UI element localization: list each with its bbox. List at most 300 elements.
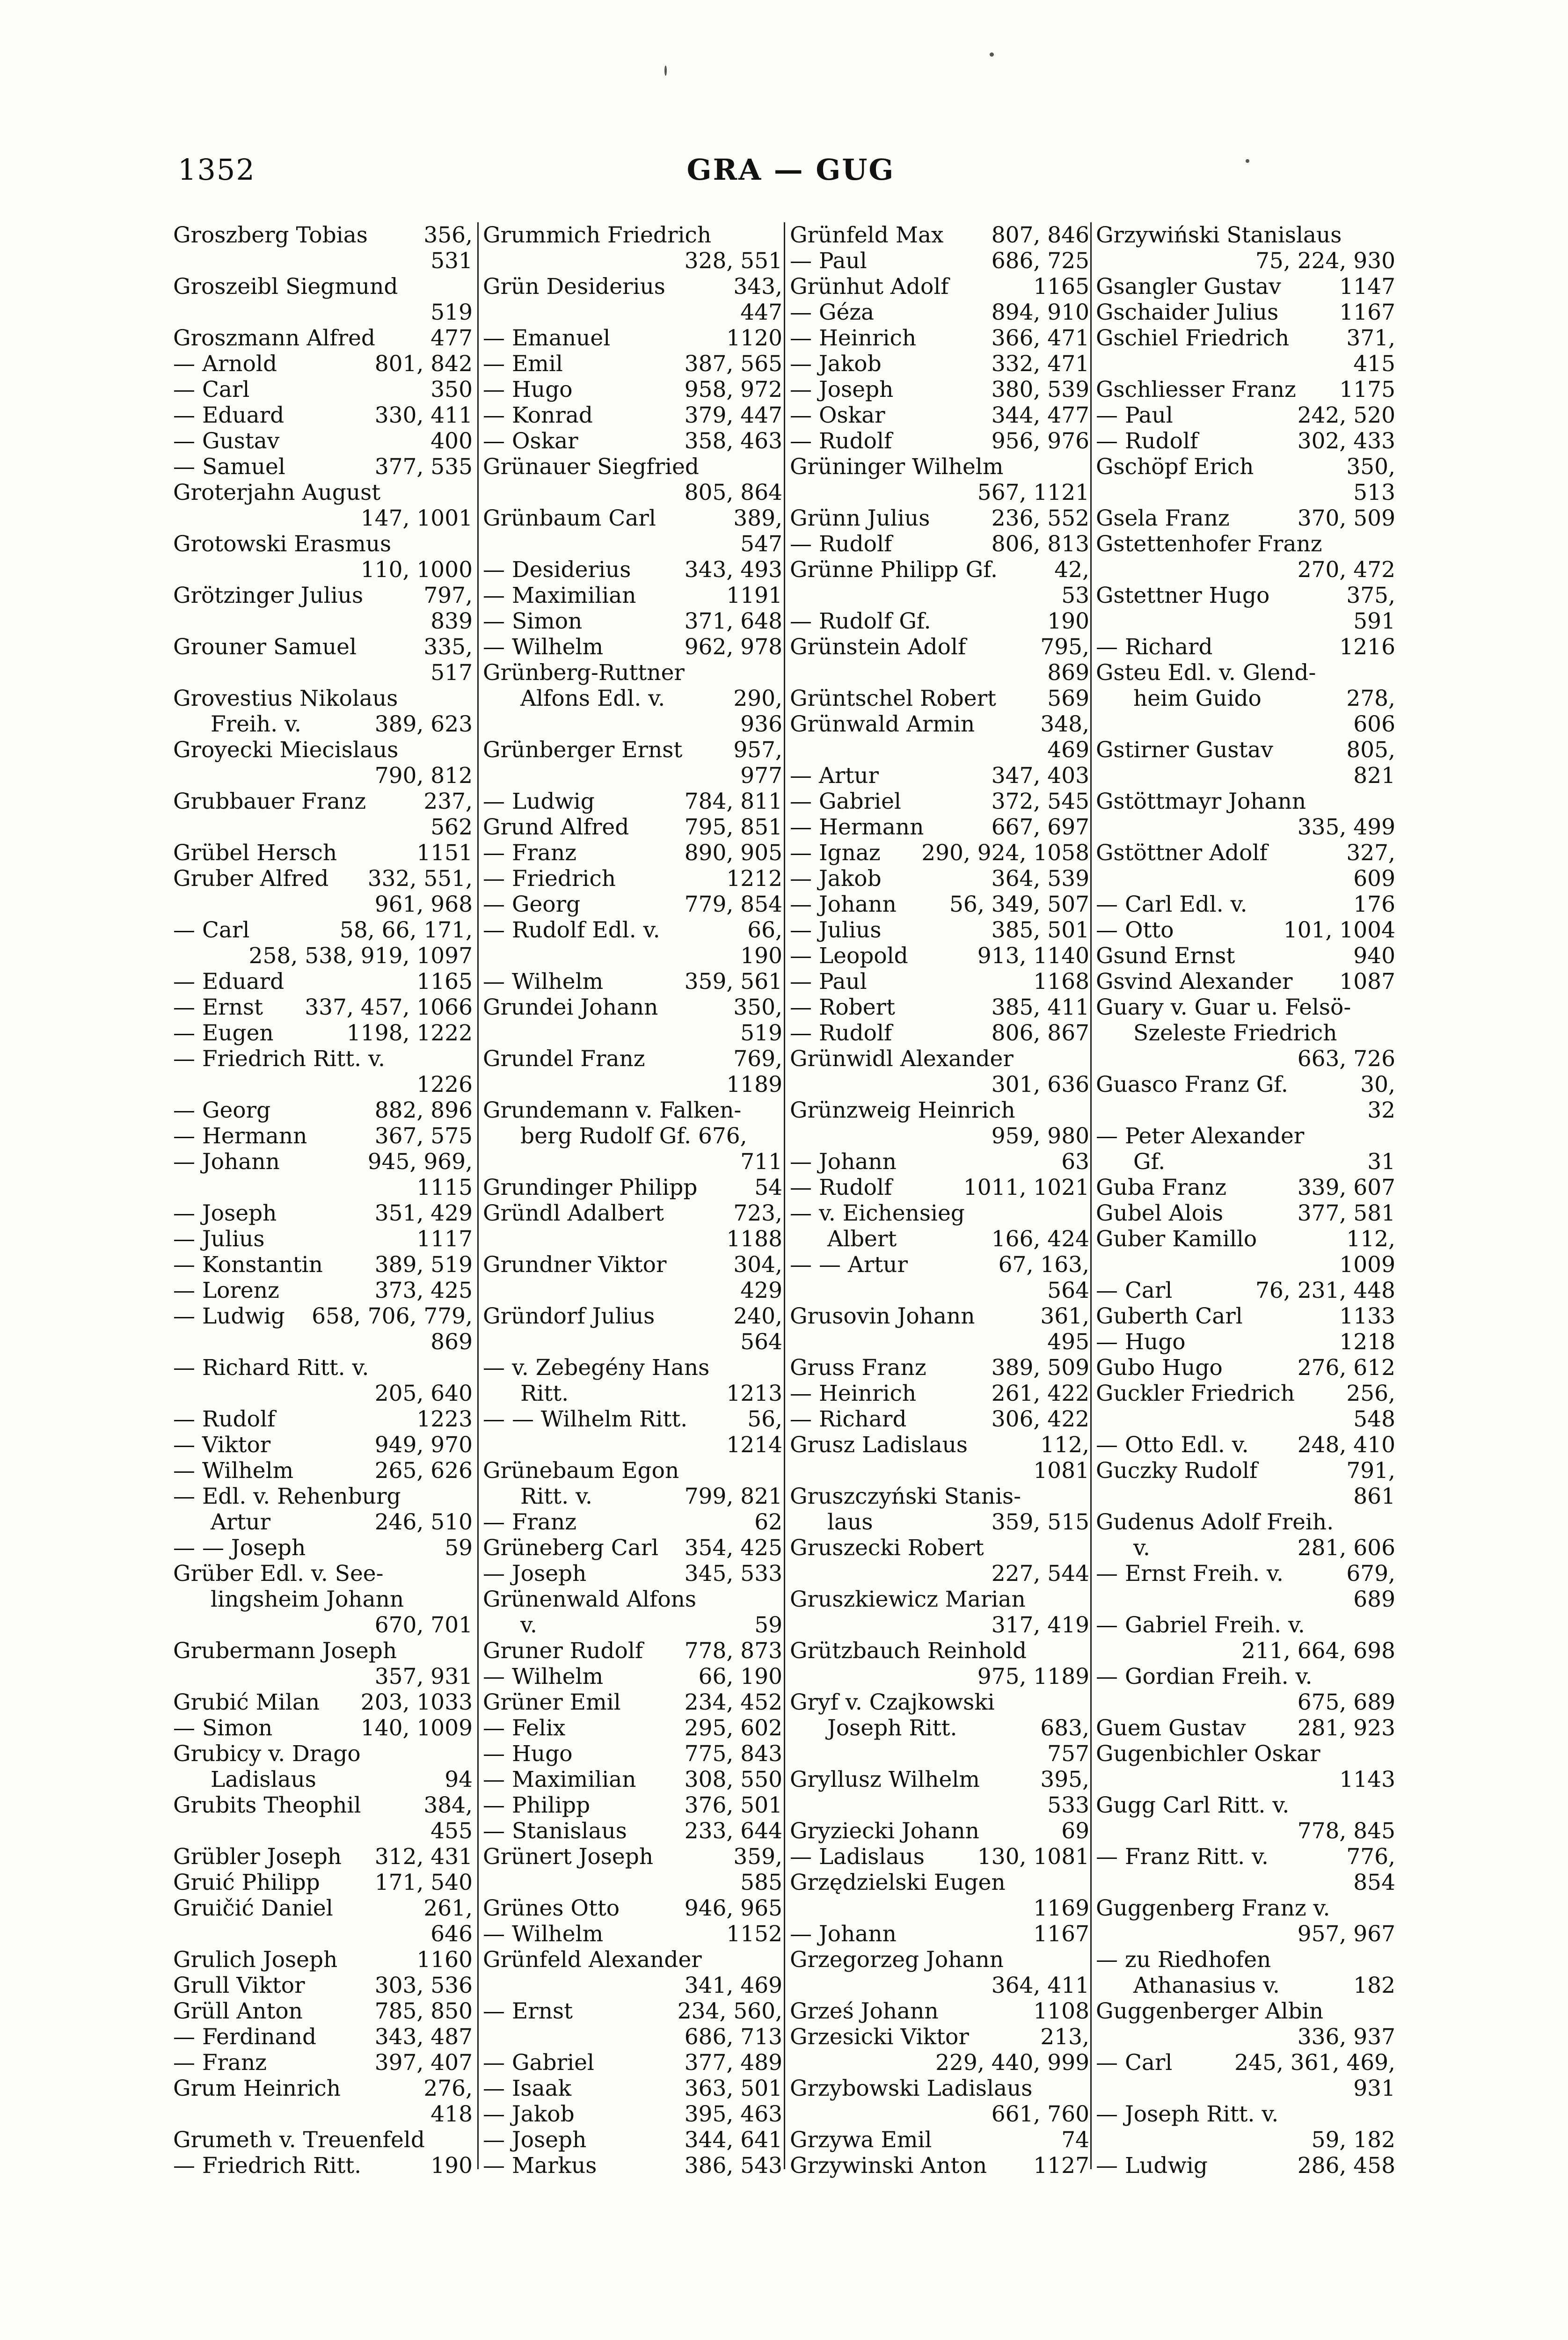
index-column-1	[173, 222, 473, 2179]
index-entry	[483, 1689, 782, 1715]
entry-name: — Carl Edl. v.	[1096, 892, 1247, 917]
index-entry	[173, 969, 473, 995]
entry-name-line: Gudenus Adolf Freih.	[1096, 1509, 1334, 1535]
entry-name: — Richard	[790, 1406, 907, 1432]
scan-speck	[1246, 159, 1249, 163]
index-entry	[1096, 2050, 1395, 2076]
index-entry	[790, 1921, 1089, 1947]
entry-name-line: Guggenberg Franz v.	[1096, 1895, 1330, 1921]
index-entry	[1096, 1226, 1395, 1252]
entry-name: Grüntschel Robert	[790, 686, 996, 711]
entry-pages: 667, 697	[991, 814, 1089, 840]
index-entry	[790, 1767, 1089, 1792]
index-entry	[483, 1767, 782, 1792]
entry-name: — Carl	[173, 377, 250, 402]
entry-name: Gruner Rudolf	[483, 1638, 643, 1664]
entry-pages: 343, 487	[374, 2024, 473, 2050]
index-entry	[790, 995, 1089, 1020]
index-entry	[790, 531, 1089, 557]
entry-name: Grünfeld Max	[790, 222, 944, 248]
index-entry	[1096, 1844, 1395, 1870]
index-entry	[1096, 1149, 1395, 1175]
entry-pages: 281, 606	[1297, 1535, 1395, 1561]
index-entry	[173, 2024, 473, 2050]
index-entry	[790, 1381, 1089, 1406]
entry-pages: 233, 644	[684, 1818, 782, 1844]
entry-name: — Heinrich	[790, 1381, 917, 1406]
entry-name: — Johann	[790, 892, 897, 917]
entry-name: Gsund Ernst	[1096, 943, 1235, 969]
entry-pages: 795,	[1040, 634, 1089, 660]
entry-name-line: Szeleste Friedrich	[1133, 1020, 1337, 1046]
index-entry	[173, 995, 473, 1020]
entry-pages-continued: 205, 640	[374, 1381, 473, 1406]
entry-pages: 59	[445, 1535, 473, 1561]
entry-name: — Franz	[483, 1509, 577, 1535]
entry-pages: 67, 163,	[998, 1252, 1089, 1278]
entry-name: Grusovin Johann	[790, 1303, 975, 1329]
entry-pages: 248, 410	[1297, 1432, 1395, 1458]
entry-pages: 1133	[1339, 1303, 1395, 1329]
entry-name: Guberth Carl	[1096, 1303, 1243, 1329]
index-entry	[173, 1149, 473, 1175]
entry-pages: 66,	[747, 917, 782, 943]
index-entry	[173, 1792, 473, 1818]
entry-name: Gruss Franz	[790, 1355, 926, 1381]
entry-name-line: Gruszczyński Stanis-	[790, 1484, 1021, 1509]
entry-pages: 339, 607	[1297, 1175, 1395, 1200]
entry-name-line: Gruszecki Robert	[790, 1535, 984, 1561]
index-entry	[483, 1561, 782, 1587]
entry-name: — Paul	[790, 248, 867, 274]
index-entry	[173, 583, 473, 608]
entry-pages: 375,	[1346, 583, 1395, 608]
entry-pages: 94	[445, 1767, 473, 1792]
entry-pages: 278,	[1346, 686, 1395, 711]
index-entry	[790, 1252, 1089, 1278]
entry-name: — Johann	[173, 1149, 280, 1175]
entry-name: — Joseph	[483, 2127, 587, 2153]
entry-name: — Maximilian	[483, 583, 636, 608]
entry-pages: 213,	[1040, 2024, 1089, 2050]
index-entry	[1096, 634, 1395, 660]
index-entry	[790, 1149, 1089, 1175]
entry-name: Grüll Anton	[173, 1998, 303, 2024]
entry-name: — Stanislaus	[483, 1818, 627, 1844]
entry-name: Gstöttner Adolf	[1096, 840, 1268, 866]
entry-name: Ladislaus	[211, 1767, 316, 1792]
entry-pages: 1087	[1339, 969, 1395, 995]
index-entry	[173, 1998, 473, 2024]
index-entry	[483, 1741, 782, 1767]
entry-pages-continued: 606	[1353, 711, 1395, 737]
entry-pages: 344, 641	[684, 2127, 782, 2153]
entry-name: — Markus	[483, 2153, 597, 2179]
entry-name: — Franz Ritt. v.	[1096, 1844, 1269, 1870]
entry-name: — Wilhelm	[483, 969, 604, 995]
entry-pages: 54	[754, 1175, 782, 1200]
entry-pages: 290, 924, 1058	[921, 840, 1089, 866]
entry-pages: 31	[1367, 1149, 1395, 1175]
entry-pages: 359, 561	[684, 969, 782, 995]
entry-pages-continued: 609	[1353, 866, 1395, 892]
index-entry	[790, 325, 1089, 351]
entry-name: Grzywa Emil	[790, 2127, 932, 2153]
index-entry	[790, 1020, 1089, 1046]
index-entry	[1096, 969, 1395, 995]
entry-pages: 74	[1061, 2127, 1089, 2153]
index-entry	[173, 1406, 473, 1432]
entry-pages: 364, 539	[991, 866, 1089, 892]
entry-pages-continued: 585	[740, 1870, 782, 1895]
entry-name: Gschöpf Erich	[1096, 454, 1254, 480]
entry-name: — Hermann	[173, 1123, 307, 1149]
entry-pages: 1216	[1339, 634, 1395, 660]
entry-pages: 240,	[733, 1303, 782, 1329]
index-entry	[790, 428, 1089, 454]
entry-pages-continued: 646	[430, 1921, 473, 1947]
entry-pages: 203, 1033	[360, 1689, 473, 1715]
entry-name: — Eduard	[173, 402, 284, 428]
entry-name: — Emil	[483, 351, 563, 377]
entry-name-line: Grünfeld Alexander	[483, 1947, 702, 1973]
entry-name: — Carl	[1096, 1278, 1173, 1303]
index-entry	[790, 1509, 1089, 1535]
entry-pages: 784, 811	[684, 789, 782, 814]
entry-name: — Franz	[173, 2050, 267, 2076]
entry-name-line: Gruszkiewicz Marian	[790, 1587, 1026, 1612]
entry-pages-continued: 190	[740, 943, 782, 969]
entry-name: — Artur	[790, 763, 879, 789]
entry-pages: 569	[1047, 686, 1089, 711]
entry-pages-continued: 1226	[416, 1072, 473, 1097]
entry-pages: 30,	[1360, 1072, 1395, 1097]
entry-pages-continued: 961, 968	[374, 892, 473, 917]
index-entry	[483, 505, 782, 531]
scan-speck	[664, 66, 667, 76]
entry-name: — Felix	[483, 1715, 566, 1741]
entry-pages: 112,	[1040, 1432, 1089, 1458]
entry-name: — Joseph	[483, 1561, 587, 1587]
entry-pages-continued: 869	[430, 1329, 473, 1355]
entry-name: — Desiderius	[483, 557, 631, 583]
index-entry	[790, 1715, 1089, 1741]
index-entry	[173, 2050, 473, 2076]
entry-pages-continued: 1009	[1339, 1252, 1395, 1278]
entry-pages: 949, 970	[374, 1432, 473, 1458]
index-entry	[483, 1895, 782, 1921]
entry-name: Grünes Otto	[483, 1895, 620, 1921]
entry-pages: 237,	[423, 789, 473, 814]
entry-name: Alfons Edl. v.	[520, 686, 665, 711]
entry-pages: 101, 1004	[1283, 917, 1395, 943]
entry-pages-continued: 1214	[726, 1432, 782, 1458]
index-entry	[1096, 892, 1395, 917]
entry-name-line: — v. Zebegény Hans	[483, 1355, 710, 1381]
entry-name: Grünert Joseph	[483, 1844, 654, 1870]
index-entry	[173, 1252, 473, 1278]
entry-pages-continued: 341, 469	[684, 1973, 782, 1998]
entry-pages: 335,	[423, 634, 473, 660]
entry-name: — Hugo	[483, 1741, 573, 1767]
entry-pages-continued: 670, 701	[374, 1612, 473, 1638]
index-entry	[173, 222, 473, 248]
entry-pages: 389, 519	[374, 1252, 473, 1278]
index-entry	[790, 1406, 1089, 1432]
index-entry	[173, 634, 473, 660]
entry-name-line: Grzywiński Stanislaus	[1096, 222, 1342, 248]
index-entry	[483, 402, 782, 428]
index-entry	[173, 1973, 473, 1998]
entry-name: Gruičić Daniel	[173, 1895, 333, 1921]
entry-name: Guczky Rudolf	[1096, 1458, 1258, 1484]
entry-pages: 350,	[1346, 454, 1395, 480]
index-entry	[173, 2076, 473, 2101]
entry-name: — Rudolf	[173, 1406, 276, 1432]
index-entry	[790, 1355, 1089, 1381]
entry-name: Grulich Joseph	[173, 1947, 338, 1973]
index-entry	[483, 1175, 782, 1200]
entry-pages: 890, 905	[684, 840, 782, 866]
index-entry	[483, 2076, 782, 2101]
entry-pages-continued: 336, 937	[1297, 2024, 1395, 2050]
entry-pages-continued: 957, 967	[1297, 1921, 1395, 1947]
index-entry	[1096, 1355, 1395, 1381]
index-entry	[483, 583, 782, 608]
index-entry	[790, 1998, 1089, 2024]
entry-pages: 140, 1009	[360, 1715, 473, 1741]
entry-pages-continued: 567, 1121	[977, 480, 1089, 505]
index-entry	[1096, 428, 1395, 454]
index-entry	[790, 840, 1089, 866]
entry-name-line: Grünberg-Ruttner	[483, 660, 685, 686]
entry-pages: 308, 550	[684, 1767, 782, 1792]
entry-pages: 380, 539	[991, 377, 1089, 402]
entry-name: Grünstein Adolf	[790, 634, 966, 660]
entry-pages-continued: 936	[740, 711, 782, 737]
entry-name: Gruić Philipp	[173, 1870, 320, 1895]
index-entry	[173, 454, 473, 480]
index-entry	[483, 1664, 782, 1689]
entry-pages: 63	[1061, 1149, 1089, 1175]
entry-name: laus	[827, 1509, 873, 1535]
entry-name: — Viktor	[173, 1432, 271, 1458]
entry-name-line: Grzędzielski Eugen	[790, 1870, 1006, 1895]
entry-pages: 359,	[733, 1844, 782, 1870]
entry-name-line: Grovestius Nikolaus	[173, 686, 398, 711]
entry-name: — Wilhelm	[483, 1921, 604, 1947]
entry-pages-continued: 429	[740, 1278, 782, 1303]
entry-name: — Friedrich Ritt.	[173, 2153, 362, 2179]
entry-pages: 56,	[747, 1406, 782, 1432]
entry-pages: 389, 623	[374, 711, 473, 737]
entry-pages-continued: 757	[1047, 1741, 1089, 1767]
entry-name-line: Gugenbichler Oskar	[1096, 1741, 1320, 1767]
entry-pages-continued: 364, 411	[991, 1973, 1089, 1998]
entry-pages: 962, 978	[684, 634, 782, 660]
entry-pages: 1175	[1339, 377, 1395, 402]
entry-pages: 66, 190	[698, 1664, 782, 1689]
index-entry	[790, 2024, 1089, 2050]
entry-pages: 236, 552	[991, 505, 1089, 531]
entry-pages-continued: 258, 538, 919, 1097	[248, 943, 473, 969]
entry-pages-continued: 1115	[416, 1175, 473, 1200]
entry-pages: 348,	[1040, 711, 1089, 737]
entry-name: — Carl	[1096, 2050, 1173, 2076]
index-entry	[483, 1535, 782, 1561]
index-entry	[173, 1895, 473, 1921]
index-entry	[1096, 1973, 1395, 1998]
index-entry	[790, 1432, 1089, 1458]
entry-name: Athanasius v.	[1133, 1973, 1280, 1998]
entry-name-line: Gstettenhofer Franz	[1096, 531, 1322, 557]
entry-pages: 345, 533	[684, 1561, 782, 1587]
entry-pages: 344, 477	[991, 402, 1089, 428]
index-entry	[173, 1278, 473, 1303]
entry-pages-continued: 959, 980	[991, 1123, 1089, 1149]
entry-pages-continued: 495	[1047, 1329, 1089, 1355]
index-entry	[173, 1767, 473, 1792]
index-entry	[1096, 943, 1395, 969]
entry-pages: 276, 612	[1297, 1355, 1395, 1381]
entry-name: Grünbaum Carl	[483, 505, 656, 531]
entry-name: Gründorf Julius	[483, 1303, 655, 1329]
entry-pages-continued: 547	[740, 531, 782, 557]
entry-name: — Jakob	[790, 866, 882, 892]
index-entry	[483, 814, 782, 840]
entry-pages: 376, 501	[684, 1792, 782, 1818]
entry-name-line: lingsheim Johann	[211, 1587, 404, 1612]
index-entry	[483, 634, 782, 660]
entry-pages: 807, 846	[991, 222, 1089, 248]
index-entry	[173, 325, 473, 351]
index-entry	[1096, 274, 1395, 300]
entry-name: — Ernst	[483, 1998, 573, 2024]
column-divider	[784, 222, 785, 2169]
entry-pages: 242, 520	[1297, 402, 1395, 428]
entry-pages: 359, 515	[991, 1509, 1089, 1535]
scan-speck	[990, 52, 994, 57]
entry-pages: 1218	[1339, 1329, 1395, 1355]
entry-pages: 795, 851	[684, 814, 782, 840]
entry-name: — Ludwig	[1096, 2153, 1208, 2179]
entry-pages-continued: 1189	[726, 1072, 782, 1097]
entry-name: Grün Desiderius	[483, 274, 665, 300]
index-entry	[173, 1303, 473, 1329]
index-column-2	[483, 222, 782, 2179]
entry-name: — Arnold	[173, 351, 277, 377]
entry-pages-continued: 517	[430, 660, 473, 686]
entry-name-line: Grünauer Siegfried	[483, 454, 699, 480]
entry-pages: 350,	[733, 995, 782, 1020]
index-entry	[173, 1432, 473, 1458]
index-entry	[483, 1381, 782, 1406]
entry-pages: 385, 501	[991, 917, 1089, 943]
entry-pages: 261, 422	[991, 1381, 1089, 1406]
entry-name: Ritt.	[520, 1381, 569, 1406]
entry-pages: 265, 626	[374, 1458, 473, 1484]
entry-pages-continued: 418	[430, 2101, 473, 2127]
entry-name: — Rudolf	[790, 531, 892, 557]
entry-pages: 1223	[416, 1406, 473, 1432]
entry-pages: 356,	[423, 222, 473, 248]
index-entry	[483, 1046, 782, 1072]
index-entry	[790, 248, 1089, 274]
index-entry	[790, 505, 1089, 531]
entry-pages-continued: 227, 544	[991, 1561, 1089, 1587]
entry-name: — Samuel	[173, 454, 285, 480]
entry-pages-continued: 317, 419	[991, 1612, 1089, 1638]
entry-pages: 778, 873	[684, 1638, 782, 1664]
entry-pages-continued: 564	[1047, 1278, 1089, 1303]
entry-pages-continued: 533	[1047, 1792, 1089, 1818]
entry-name: Guem Gustav	[1096, 1715, 1246, 1741]
entry-name: Grübel Hersch	[173, 840, 337, 866]
entry-pages: 785, 850	[374, 1998, 473, 2024]
index-columns	[164, 222, 1408, 2235]
entry-name: Gubo Hugo	[1096, 1355, 1223, 1381]
index-entry	[1096, 1200, 1395, 1226]
entry-name-line: — zu Riedhofen	[1096, 1947, 1271, 1973]
entry-pages: 190	[1047, 608, 1089, 634]
entry-pages: 327,	[1346, 840, 1395, 866]
entry-pages: 112,	[1346, 1226, 1395, 1252]
entry-name: — Wilhelm	[483, 634, 604, 660]
index-entry	[1096, 1329, 1395, 1355]
entry-name: — Carl	[173, 917, 250, 943]
entry-name-line: Grzybowski Ladislaus	[790, 2076, 1033, 2101]
entry-name: Gschliesser Franz	[1096, 377, 1296, 402]
index-entry	[173, 866, 473, 892]
entry-pages: 372, 545	[991, 789, 1089, 814]
index-entry	[483, 866, 782, 892]
entry-pages: 350	[430, 377, 473, 402]
index-entry	[483, 2153, 782, 2179]
entry-name-line: Grünzweig Heinrich	[790, 1097, 1015, 1123]
entry-pages: 913, 1140	[977, 943, 1089, 969]
entry-pages-continued: 357, 931	[374, 1664, 473, 1689]
entry-pages: 42,	[1054, 557, 1089, 583]
entry-name-line: Grotowski Erasmus	[173, 531, 392, 557]
entry-name: Grull Viktor	[173, 1973, 305, 1998]
page-header	[178, 153, 1404, 195]
entry-name-line: Grubermann Joseph	[173, 1638, 397, 1664]
entry-pages: 775, 843	[684, 1741, 782, 1767]
entry-name: Gstettner Hugo	[1096, 583, 1270, 608]
entry-name: — Ernst	[173, 995, 263, 1020]
entry-pages: 797,	[423, 583, 473, 608]
entry-pages-continued: 564	[740, 1329, 782, 1355]
entry-pages-continued: 415	[1353, 351, 1395, 377]
entry-pages-continued: 790, 812	[374, 763, 473, 789]
index-entry	[173, 917, 473, 943]
index-entry	[173, 1200, 473, 1226]
entry-pages: 882, 896	[374, 1097, 473, 1123]
index-entry	[483, 351, 782, 377]
entry-pages: 56, 349, 507	[949, 892, 1089, 917]
entry-pages: 256,	[1346, 1381, 1395, 1406]
entry-pages: 370, 509	[1297, 505, 1395, 531]
entry-pages-continued: 469	[1047, 737, 1089, 763]
index-entry	[790, 866, 1089, 892]
index-entry	[173, 1226, 473, 1252]
index-entry	[483, 840, 782, 866]
entry-pages: 1152	[726, 1921, 782, 1947]
entry-pages: 389,	[733, 505, 782, 531]
entry-pages: 371, 648	[684, 608, 782, 634]
index-entry	[1096, 840, 1395, 866]
entry-pages: 351, 429	[374, 1200, 473, 1226]
